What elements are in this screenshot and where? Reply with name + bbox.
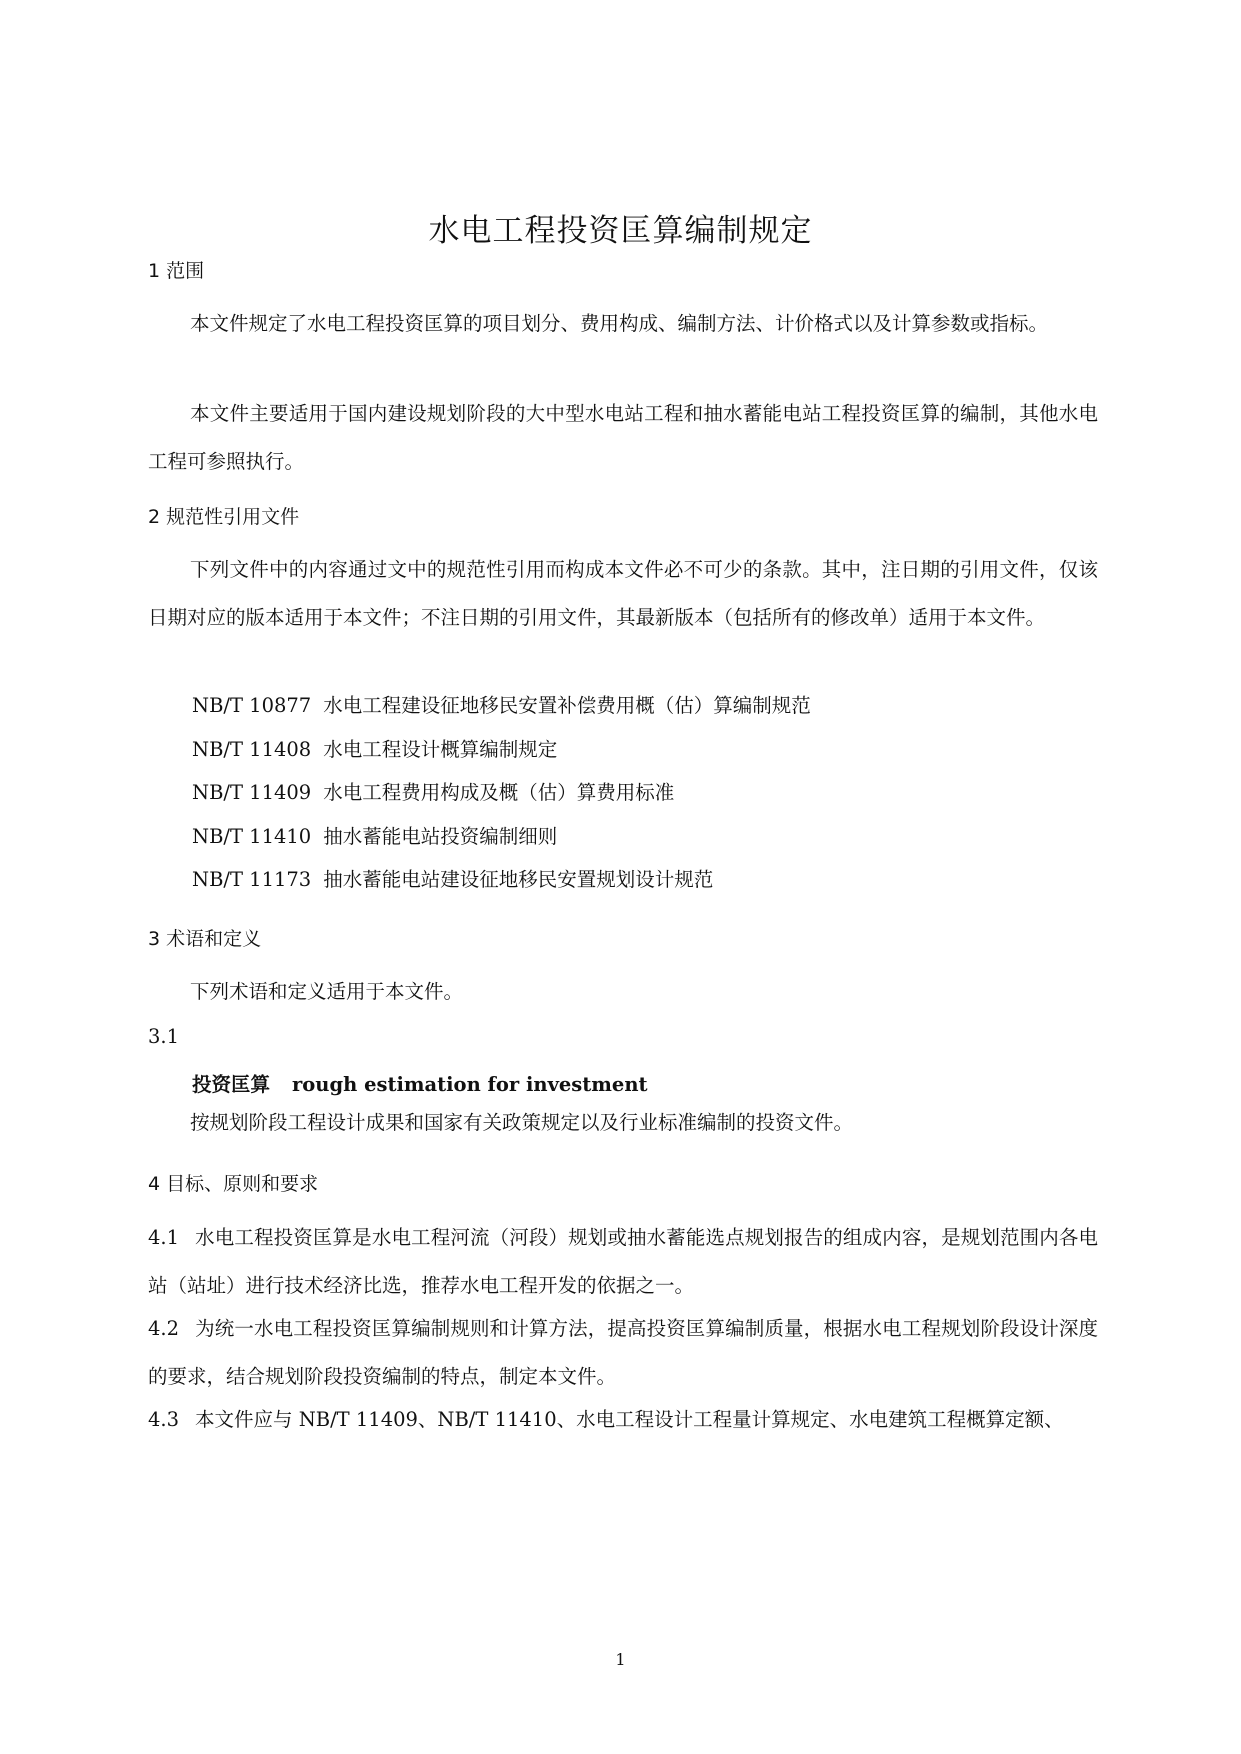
section-3-heading: 3 术语和定义 (148, 928, 262, 950)
page-title: 水电工程投资匡算编制规定 (428, 213, 813, 249)
term-number: 3.1 (148, 1025, 180, 1048)
reference-code: NB/T 11410 (192, 825, 312, 848)
clause-item (148, 1214, 1098, 1310)
reference-title: 水电工程费用构成及概（估）算费用标准 (323, 781, 675, 804)
term-entry (192, 1069, 648, 1097)
reference-item (192, 821, 557, 849)
clause-text: 水电工程投资匡算是水电工程河流（河段）规划或抽水蓄能选点规划报告的组成内容，是规划范围内各电站（站址）进行技术经济比选，推荐水电工程开发的依据之一。 (148, 1226, 1098, 1297)
section-2-heading: 2 规范性引用文件 (148, 506, 300, 528)
section-1-paragraph-1: 本文件规定了水电工程投资匡算的项目划分、费用构成、编制方法、计价格式以及计算参数或指标。 (190, 312, 1049, 335)
clause-number: 4.3 (148, 1408, 180, 1431)
reference-item (192, 777, 674, 805)
clause-number: 4.1 (148, 1226, 180, 1249)
reference-item (192, 690, 811, 718)
clause-text: 本文件应与 NB/T 11409、NB/T 11410、水电工程设计工程量计算规定、水电建筑工程概算定额、 (195, 1408, 1064, 1431)
reference-item (192, 864, 713, 892)
section-1-paragraph-2: 本文件主要适用于国内建设规划阶段的大中型水电站工程和抽水蓄能电站工程投资匡算的编制，其他水电工程可参照执行。 (148, 402, 1098, 473)
reference-code: NB/T 11409 (192, 781, 312, 804)
reference-item (192, 734, 557, 762)
section-4-heading: 4 目标、原则和要求 (148, 1173, 319, 1195)
section-2-intro: 下列文件中的内容通过文中的规范性引用而构成本文件必不可少的条款。其中，注日期的引用文件，仅该日期对应的版本适用于本文件；不注日期的引用文件，其最新版本（包括所有的修改单）适用于本文件。 (148, 558, 1098, 629)
section-1-heading: 1 范围 (148, 260, 205, 282)
page-number: 1 (615, 1650, 626, 1669)
reference-code: NB/T 11173 (192, 868, 312, 891)
clause-number: 4.2 (148, 1317, 180, 1340)
clause-text: 为统一水电工程投资匡算编制规则和计算方法，提高投资匡算编制质量，根据水电工程规划阶段设计深度的要求，结合规划阶段投资编制的特点，制定本文件。 (148, 1317, 1098, 1388)
reference-title: 抽水蓄能电站投资编制细则 (323, 825, 558, 848)
reference-title: 水电工程设计概算编制规定 (323, 738, 558, 761)
clause-item (148, 1305, 1098, 1401)
term-english: rough estimation for investment (292, 1073, 648, 1096)
reference-title: 抽水蓄能电站建设征地移民安置规划设计规范 (323, 868, 714, 891)
reference-code: NB/T 10877 (192, 694, 312, 717)
term-chinese: 投资匡算 (192, 1073, 271, 1096)
reference-code: NB/T 11408 (192, 738, 312, 761)
clause-item (148, 1396, 1098, 1444)
term-definition: 按规划阶段工程设计成果和国家有关政策规定以及行业标准编制的投资文件。 (190, 1111, 854, 1134)
section-3-intro: 下列术语和定义适用于本文件。 (190, 980, 464, 1003)
reference-title: 水电工程建设征地移民安置补偿费用概（估）算编制规范 (323, 694, 811, 717)
